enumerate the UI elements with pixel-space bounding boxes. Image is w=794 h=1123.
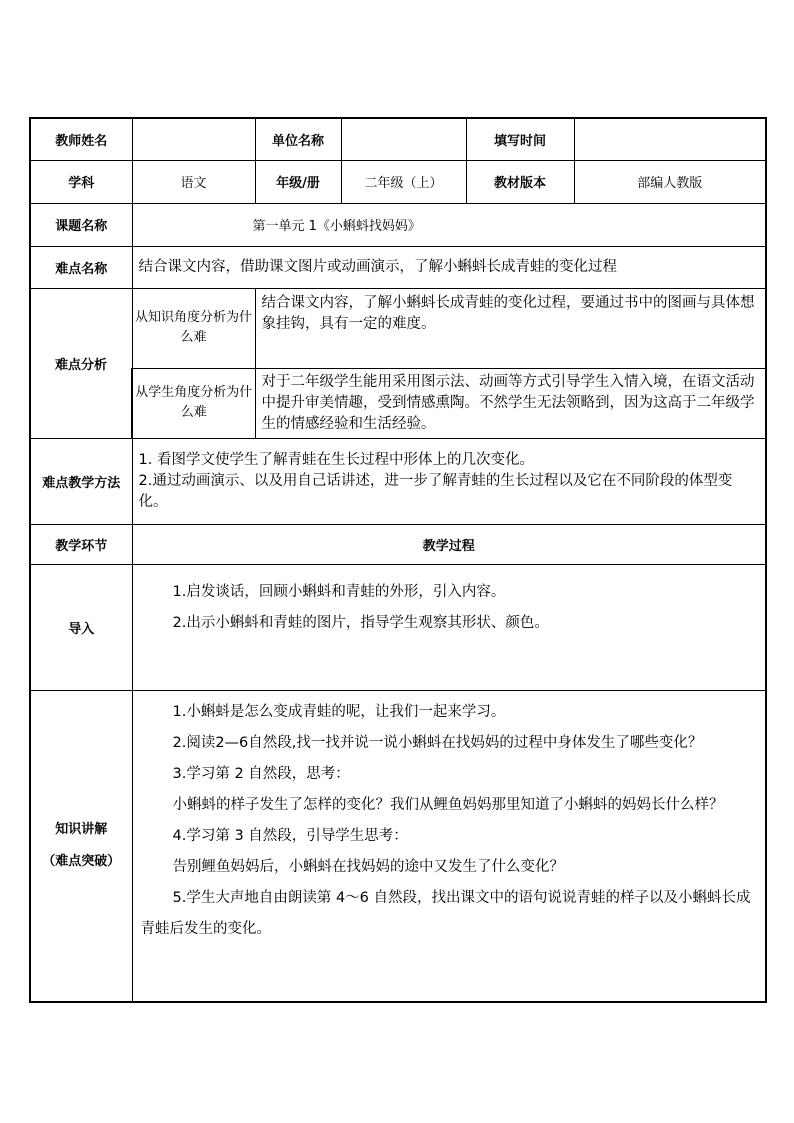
teacher-name-label: 教师姓名 — [30, 118, 132, 160]
difficulty-row — [30, 246, 766, 288]
difficulty-value: 结合课文内容，借助课文图片或动画演示，了解小蝌蚪长成青蛙的变化过程 — [132, 246, 766, 288]
process-header-row — [30, 524, 766, 564]
method-label: 难点教学方法 — [30, 438, 132, 524]
unit-name-label: 单位名称 — [255, 118, 341, 160]
fill-time-label: 填写时间 — [466, 118, 574, 160]
difficulty-label: 难点名称 — [30, 246, 132, 288]
topic-label: 课题名称 — [30, 203, 132, 246]
knowledge-para-7: 5.学生大声地自由朗读第 4～6 自然段，找出课文中的语句说说青蛙的样子以及小蝌蚪长成青蛙后发生的变化。 — [140, 889, 751, 937]
header-row-1 — [30, 118, 766, 160]
method-text — [132, 438, 766, 524]
knowledge-para-3: 3.学习第 2 自然段，思考： — [172, 765, 350, 782]
topic-value: 第一单元 1《小蝌蚪找妈妈》 — [132, 203, 766, 246]
knowledge-row — [30, 690, 766, 1002]
knowledge-angle-text: 结合课文内容，了解小蝌蚪长成青蛙的变化过程，要通过书中的图画与具体想象挂钩，具有一定的难度。 — [255, 288, 766, 368]
knowledge-angle-label: 从知识角度分析为什么难 — [132, 288, 255, 368]
grade-label: 年级/册 — [255, 160, 341, 203]
textbook-value: 部编人教版 — [574, 160, 766, 203]
intro-step-2: 2.出示小蝌蚪和青蛙的图片，指导学生观察其形状、颜色。 — [172, 614, 549, 631]
intro-row — [30, 564, 766, 690]
knowledge-para-2: 2.阅读2—6自然段,找一找并说一说小蝌蚪在找妈妈的过程中身体发生了哪些变化？ — [172, 734, 703, 751]
knowledge-stage-label — [30, 690, 132, 1002]
intro-content — [132, 564, 766, 690]
grade-value: 二年级（上） — [341, 160, 466, 203]
intro-label: 导入 — [30, 564, 132, 690]
method-row — [30, 438, 766, 524]
knowledge-label: 知识讲解 — [55, 821, 108, 837]
knowledge-para-6: 告别鲤鱼妈妈后，小蝌蚪在找妈妈的途中又发生了什么变化？ — [172, 858, 564, 875]
topic-row — [30, 203, 766, 246]
knowledge-para-1: 1.小蝌蚪是怎么变成青蛙的呢，让我们一起来学习。 — [172, 703, 506, 720]
teacher-name-value — [132, 118, 255, 160]
knowledge-para-4: 小蝌蚪的样子发生了怎样的变化？我们从鲤鱼妈妈那里知道了小蝌蚪的妈妈长什么样？ — [172, 796, 724, 813]
textbook-label: 教材版本 — [466, 160, 574, 203]
intro-step-1: 1.启发谈话，回顾小蝌蚪和青蛙的外形，引入内容。 — [172, 583, 506, 600]
lesson-plan-table — [29, 117, 767, 1003]
method-line-2: 2.通过动画演示、以及用自己话讲述，进一步了解青蛙的生长过程以及它在不同阶段的体型变化。 — [138, 472, 733, 510]
header-row-2 — [30, 160, 766, 203]
student-angle-label: 从学生角度分析为什么难 — [132, 368, 255, 438]
fill-time-value — [574, 118, 766, 160]
subject-label: 学科 — [30, 160, 132, 203]
unit-name-value — [341, 118, 466, 160]
knowledge-content — [132, 690, 766, 1002]
subject-value: 语文 — [132, 160, 255, 203]
analysis-row-student — [30, 368, 766, 438]
method-line-1: 1. 看图学文使学生了解青蛙在生长过程中形体上的几次变化。 — [138, 451, 534, 468]
knowledge-para-5: 4.学习第 3 自然段，引导学生思考： — [172, 827, 408, 844]
process-header-label: 教学过程 — [132, 524, 766, 564]
analysis-label: 难点分析 — [30, 288, 132, 438]
knowledge-sublabel: （难点突破） — [42, 853, 121, 869]
stage-header-label: 教学环节 — [30, 524, 132, 564]
analysis-row-knowledge — [30, 288, 766, 368]
student-angle-text: 对于二年级学生能用采用图示法、动画等方式引导学生入情入境，在语文活动中提升审美情趣，受到情感熏陶。不然学生无法领略到，因为这高于二年级学生的情感经验和生活经验。 — [255, 368, 766, 438]
